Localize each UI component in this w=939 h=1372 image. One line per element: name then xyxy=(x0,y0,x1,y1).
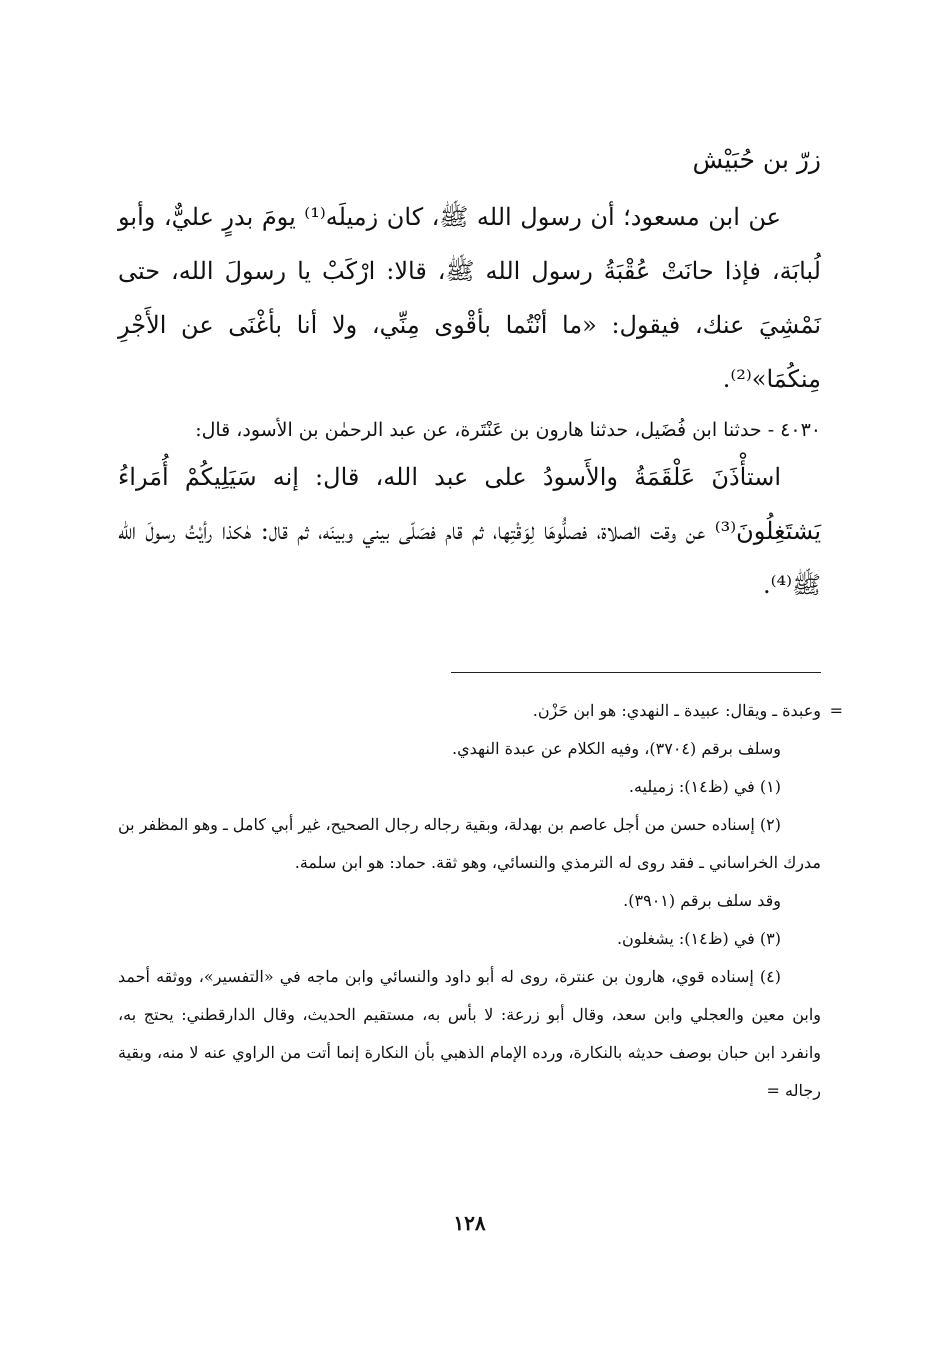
main-text xyxy=(118,190,821,612)
hadith-isnad-text: - حدثنا ابن فُضَيل، حدثنا هارون بن عَنْتَرة، عن عبد الرحمٰن بن الأسود، قال: xyxy=(195,419,775,441)
footnote-4-text: (٤) إسناده قوي، هارون بن عنترة، روى له أبو داود والنسائي وابن ماجه في «التفسير»، ووثقه أحمد وابن معين والعجلي وابن سعد، وقال أبو زرعة: لا بأس به، مستقيم الحديث، وقال الدارقطني: يحتج به، وانفرد ابن حبان بوصف حديثه بالنكارة، ورده الإمام الذهبي بأن النكارة إنما أتت من الراوي عنه لا منه، وبقية رجاله xyxy=(118,967,821,1100)
running-title: زرّ بن حُبَيْش xyxy=(692,145,821,174)
footnotes xyxy=(118,692,843,1110)
continuation-mark-end: = xyxy=(766,1081,780,1100)
hadith-isnad xyxy=(118,410,821,450)
continuation-mark-start: = xyxy=(829,701,843,720)
footnote-2: (٢) إسناده حسن من أجل عاصم بن بهدلة، وبقية رجاله رجال الصحيح، غير أبي كامل ـ وهو المظفر بن مدرك الخراساني ـ فقد روى له الترمذي والنسائي، وهو ثقة. حماد: هو ابن سلمة. xyxy=(118,815,821,872)
running-header xyxy=(118,140,821,180)
footnote-carryover-2: وسلف برقم (٣٧٠٤)، وفيه الكلام عن عبدة النهدي. xyxy=(452,739,781,758)
hadith-text-paragraph: عن ابن مسعود؛ أن رسول الله ﷺ، كان زميلَه⁽¹⁾ يومَ بدرٍ عليٌّ، وأبو لُبابَة، فإذا حانَتْ عُقْبَةُ رسول الله ﷺ، قالا: ارْكَبْ يا رسولَ الله، حتى نَمْشِيَ عنك، فيقول: «ما أنْتُما بأقْوى مِنِّي، ولا أنا بأغْنَى عن الأَجْرِ مِنكُمَا»⁽²⁾. xyxy=(118,203,821,393)
hadith-number: ٤٠٣٠ xyxy=(780,419,821,441)
footnote-1: (١) في (ظ١٤): زميليه. xyxy=(628,777,781,796)
footnote-divider xyxy=(451,672,821,673)
hadith-matn-paragraph: استأْذَنَ عَلْقَمَةُ والأَسودُ على عبد الله، قال: إنه سَيَلِيكُمْ أُمَراءُ يَشتَغِلُونَ⁽³⁾ عن وقت الصلاة، فصلُّوهَا لِوَقْتِها، ثم قام فصَلّى بيني وبينَه، ثم قال: هٰكذا رأيْتُ رسولَ الله ﷺ⁽⁴⁾. xyxy=(118,463,821,599)
page-number: ١٢٨ xyxy=(453,1211,486,1235)
footnote-carryover-1: وعبدة ـ ويقال: عبيدة ـ النهدي: هو ابن حَزْن. xyxy=(532,701,821,720)
footnote-3: (٣) في (ظ١٤): يشغلون. xyxy=(616,929,781,948)
footnote-4 xyxy=(118,958,821,1110)
footnote-2-ref: وقد سلف برقم (٣٩٠١). xyxy=(623,891,781,910)
